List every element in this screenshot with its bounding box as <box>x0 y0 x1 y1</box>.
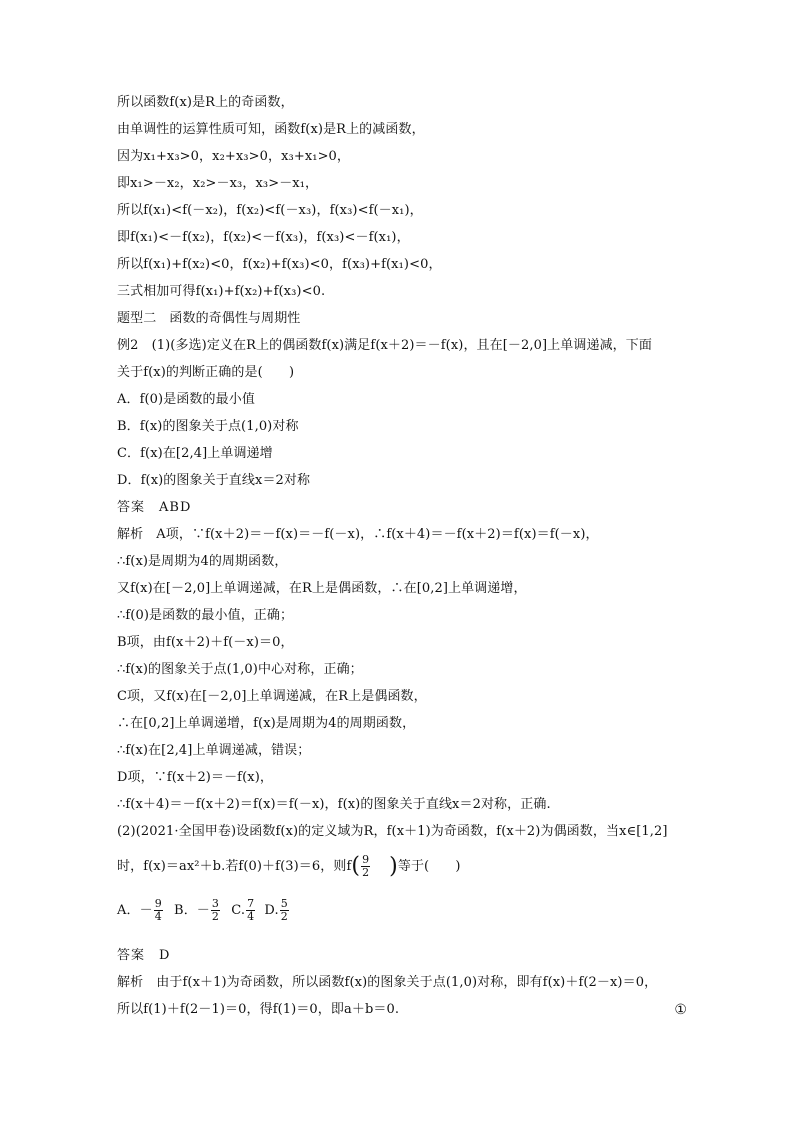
fraction-denominator: 2 <box>362 866 370 879</box>
text-line: ∴f(x＋4)＝－f(x＋2)＝f(x)＝f(－x)，f(x)的图象关于直线x＝2对称，正确. <box>117 797 551 812</box>
fraction-numerator: 5 <box>280 897 288 910</box>
fraction-numerator: 7 <box>247 897 255 910</box>
left-paren: ( <box>351 853 361 879</box>
fraction-numerator: 9 <box>362 853 370 866</box>
text-line: 即x₁>－x₂，x₂>－x₃，x₃>－x₁， <box>117 176 319 191</box>
text-line: 三式相加可得f(x₁)+f(x₂)+f(x₃)<0. <box>117 284 326 299</box>
fraction-numerator: 9 <box>154 897 162 910</box>
option-a-fraction <box>154 898 163 923</box>
analysis-line-2: 解析 由于f(x＋1)为奇函数，所以函数f(x)的图象关于点(1,0)对称，即有f(x)＋f(2－x)＝0， <box>117 975 658 990</box>
text-line: D项，∵f(x＋2)＝－f(x)， <box>117 770 273 785</box>
option-a: A．f(0)是函数的最小值 <box>117 392 255 407</box>
fraction-numerator: 3 <box>211 897 220 910</box>
q2b-suffix: 等于( ) <box>397 859 461 874</box>
option-d-label: D. <box>264 903 279 918</box>
answer-line: 答案 ABD <box>117 500 192 515</box>
q2b-prefix: 时，f(x)＝ax²＋b.若f(0)＋f(3)＝6，则f <box>117 859 352 874</box>
fraction <box>361 854 370 879</box>
question-2-continued <box>117 854 461 879</box>
right-paren: ) <box>389 853 398 879</box>
section-heading: 题型二 函数的奇偶性与周期性 <box>117 311 301 326</box>
question-2: (2)(2021·全国甲卷)设函数f(x)的定义域为R，f(x＋1)为奇函数，f(x＋2)为偶函数，当x∈[1,2] <box>117 824 668 839</box>
text-line: ∴f(x)的图象关于点(1,0)中心对称，正确； <box>117 662 363 677</box>
analysis-line: 解析 A项，∵f(x＋2)＝－f(x)＝－f(－x)，∴f(x＋4)＝－f(x＋2)＝f(x)＝f(－x)， <box>117 527 599 542</box>
option-b-label: B．－ <box>174 903 210 918</box>
option-b: B．f(x)的图象关于点(1,0)对称 <box>117 419 299 434</box>
analysis-line-3 <box>117 1001 687 1019</box>
option-d: D．f(x)的图象关于直线x＝2对称 <box>117 473 311 488</box>
text-line: 所以函数f(x)是R上的奇函数， <box>117 95 294 110</box>
options-row <box>117 898 290 923</box>
text-line: ∴f(0)是函数的最小值，正确； <box>117 608 294 623</box>
option-c-fraction <box>246 898 255 923</box>
analysis-text: 所以f(1)＋f(2－1)＝0，得f(1)＝0，即a＋b＝0. <box>117 1002 400 1017</box>
fraction-denominator: 4 <box>154 910 162 923</box>
text-line: 因为x₁+x₃>0，x₂+x₃>0，x₃+x₁>0， <box>117 149 351 164</box>
fraction-denominator: 2 <box>211 910 220 923</box>
example-question: 例2 (1)(多选)定义在R上的偶函数f(x)满足f(x＋2)＝－f(x)，且在[－2,0]上单调递减，下面 <box>117 338 652 353</box>
answer-line-2: 答案 D <box>117 948 171 963</box>
text-line: ∴f(x)在[2,4]上单调递减，错误； <box>117 743 311 758</box>
fraction-denominator: 4 <box>247 910 255 923</box>
option-c: C．f(x)在[2,4]上单调递增 <box>117 446 273 461</box>
option-c-label: C. <box>231 903 246 918</box>
text-line: C项，又f(x)在[－2,0]上单调递减，在R上是偶函数， <box>117 689 427 704</box>
option-d-fraction <box>280 898 289 923</box>
option-a-label: A．－ <box>117 903 153 918</box>
text-line: 所以f(x₁)+f(x₂)<0，f(x₂)+f(x₃)<0，f(x₃)+f(x₁)<0， <box>117 257 442 272</box>
text-line: 又f(x)在[－2,0]上单调递减，在R上是偶函数，∴在[0,2]上单调递增， <box>117 581 527 596</box>
text-line: B项，由f(x＋2)＋f(－x)＝0， <box>117 635 294 650</box>
option-b-fraction <box>211 898 220 923</box>
text-line: ∴f(x)是周期为4的周期函数， <box>117 554 288 569</box>
text-line: 由单调性的运算性质可知，函数f(x)是R上的减函数， <box>117 122 425 137</box>
text-line: ∴在[0,2]上单调递增，f(x)是周期为4的周期函数， <box>117 716 416 731</box>
circled-number: ① <box>674 1002 687 1018</box>
text-line: 所以f(x₁)<f(－x₂)，f(x₂)<f(－x₃)，f(x₃)<f(－x₁)， <box>117 203 423 218</box>
fraction-denominator: 2 <box>280 910 288 923</box>
text-line: 关于f(x)的判断正确的是( ) <box>117 365 295 380</box>
text-line: 即f(x₁)<－f(x₂)，f(x₂)<－f(x₃)，f(x₃)<－f(x₁)， <box>117 230 410 245</box>
